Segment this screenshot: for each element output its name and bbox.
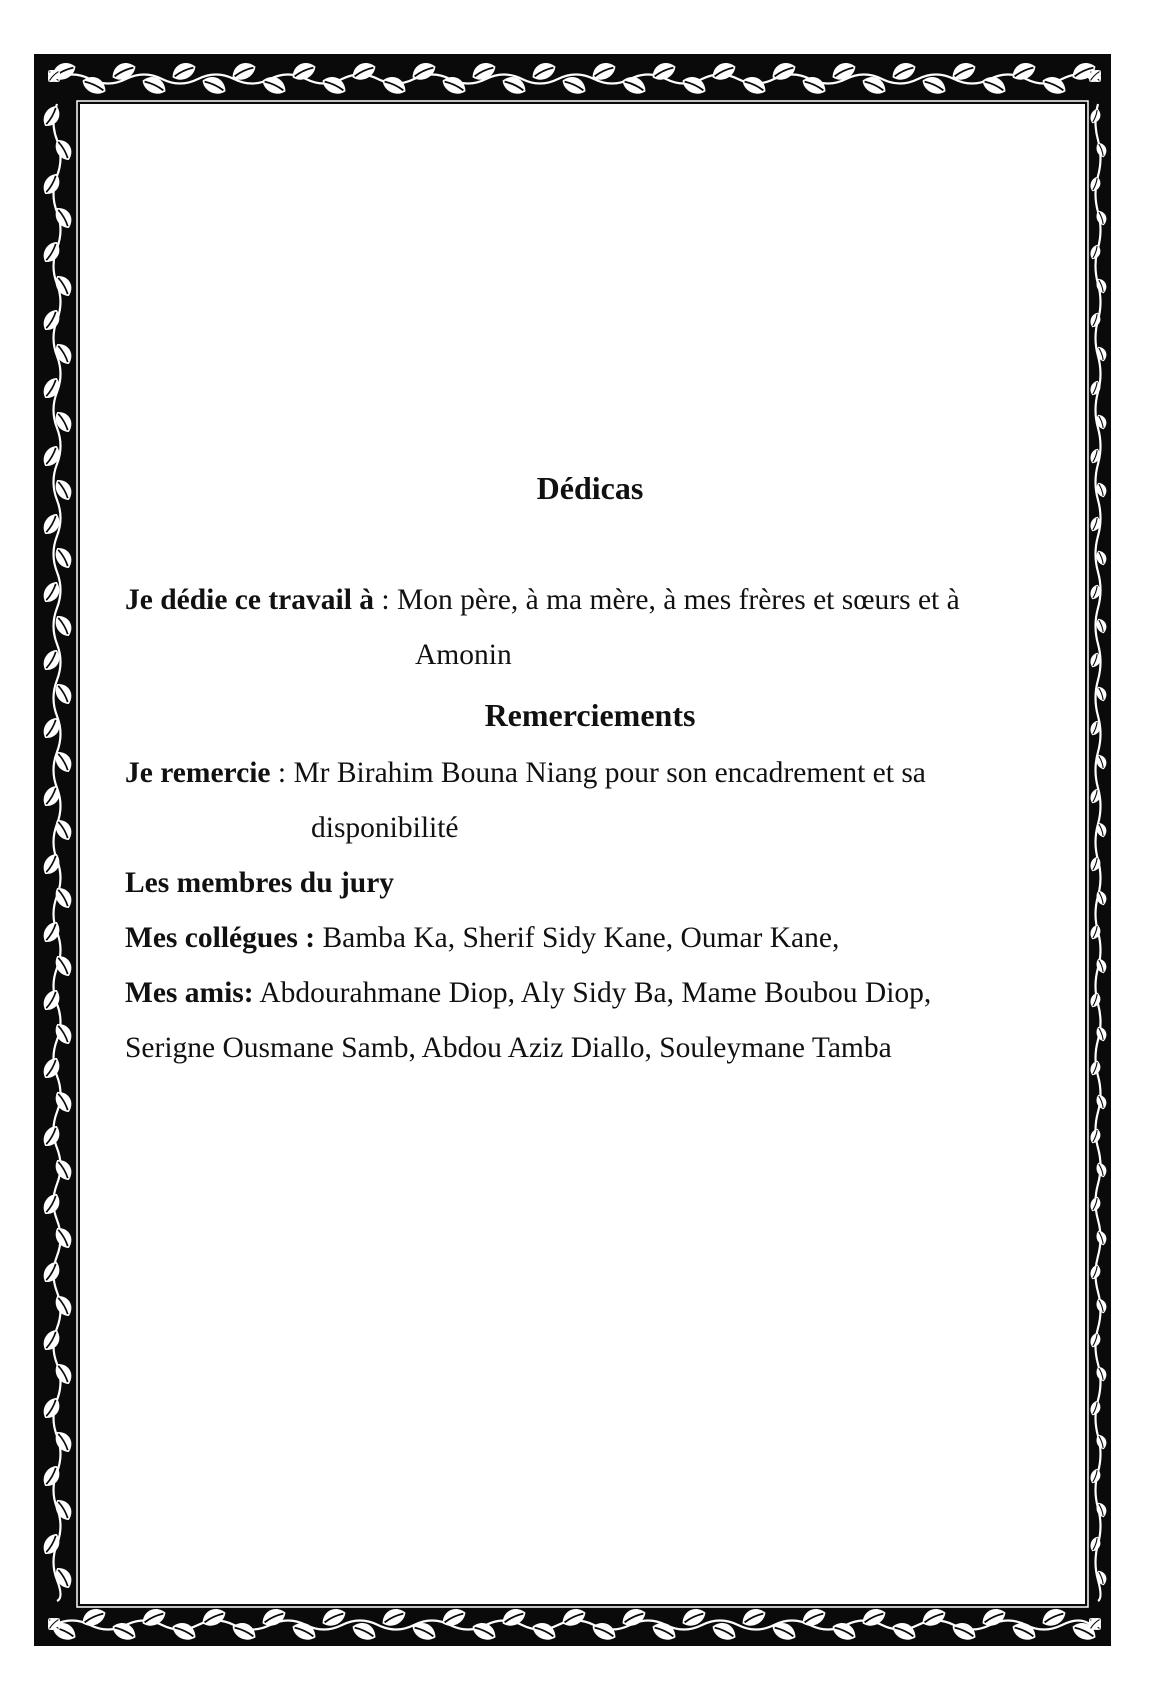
jury-line	[125, 865, 394, 901]
friends-line	[125, 975, 931, 1011]
thanks-continuation: disponibilité	[311, 812, 459, 844]
thanks-text: Mr Birahim Bouna Niang pour son encadrement et sa	[293, 757, 926, 789]
dedication-label: Je dédie ce travail à	[125, 584, 375, 616]
colleagues-text: Bamba Ka, Sherif Sidy Kane, Oumar Kane,	[315, 922, 840, 954]
dedication-continuation: Amonin	[415, 639, 512, 671]
dedication-text: Mon père, à ma mère, à mes frères et sœurs et à	[397, 584, 960, 616]
dedicas-title: Dédicas	[536, 470, 644, 506]
dedication-line	[125, 582, 960, 618]
thanks-label: Je remercie	[125, 757, 271, 789]
dedication-separator: :	[374, 584, 397, 616]
thanks-separator: :	[270, 757, 294, 789]
colleagues-line	[125, 920, 839, 956]
jury-label: Les membres du jury	[125, 867, 395, 899]
colleagues-label: Mes collégues :	[125, 922, 316, 954]
thanks-line	[125, 755, 926, 791]
friends-label: Mes amis:	[125, 977, 254, 1009]
remerciements-title: Remerciements	[484, 697, 696, 733]
friends-text: Abdourahmane Diop, Aly Sidy Ba, Mame Boubou Diop,	[253, 977, 932, 1009]
friends-continuation: Serigne Ousmane Samb, Abdou Aziz Diallo, Souleymane Tamba	[125, 1032, 892, 1064]
page-content	[125, 0, 1055, 1686]
